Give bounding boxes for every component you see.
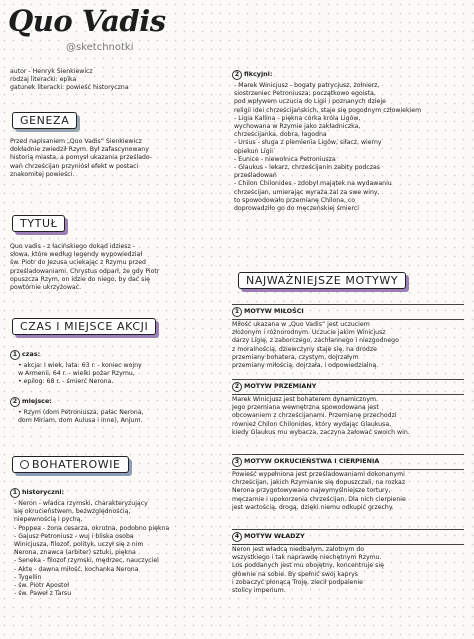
bullet-icon — [20, 460, 29, 469]
fikcyjni-item: pod wpływem uczucia do Ligii i poznanych dzieje — [234, 98, 386, 106]
fikcyjni-item: religii idei chrześcijańskich, staje się pogodnym człowiekiem — [234, 106, 422, 114]
fikcyjni-item: - Chilon Chilonides - zdobył majątek na wydawaniu — [234, 180, 392, 188]
meta-info — [10, 68, 222, 93]
motywy-header: NAJWAŻNIEJSZE MOTYWY — [238, 272, 406, 289]
geneza-line: dokładnie zwiedził Rzym. Był zafascynowany — [10, 146, 149, 154]
motyw-line: z moralnością, dziewczyny staje się, na drodze — [232, 345, 377, 353]
motyw-text — [232, 471, 464, 512]
motyw-line: Neron jest władcą niedbałym, zalotnym do — [232, 546, 365, 553]
motyw-line: i zobaczyć płonącą Troję, zlecił podpalenie — [232, 578, 363, 586]
geneza-line: historią miasta, a pomysł ukazania prześlado- — [10, 154, 153, 162]
fikcyjni-label: 2 fikcyjni: — [232, 70, 272, 80]
motyw-text — [232, 396, 464, 437]
motyw-line: Miłość ukazana w „Quo Vadis” jest uczuciem — [232, 321, 370, 328]
motyw-line: Los poddanych jest mu obojętny, koncentruje się — [232, 562, 384, 570]
motyw-line: kiedy Glaukus mu wybacza, zaczyna żałować swoich win. — [232, 428, 410, 436]
geneza-header: GENEZA — [12, 112, 77, 129]
motyw-line: Marek Winicjusz jest bohaterem dynamicznym. — [232, 396, 379, 403]
fikcyjni-item: prześladowań — [234, 172, 277, 180]
motyw-line: przemiany miłością, dojrzała, i odpowiedzialną. — [232, 362, 379, 370]
czas-item: w Armenii, 64 r. - wielki pożar Rzymu, — [18, 370, 135, 378]
motyw-line: głównie na sobie. By spełnić swój kaprys — [232, 570, 359, 578]
fikcyjni-item: - Eunice - niewolnica Petroniusza — [234, 155, 336, 163]
motyw-title: 4 MOTYW WŁADZY — [232, 532, 305, 542]
motyw-text — [232, 546, 464, 595]
czas-item: • akcja: I wiek, lata: 63 r. - koniec wojny — [18, 362, 142, 369]
fikcyjni-item: chrześcijan, umierając wyraża żal za swe winy, — [234, 188, 380, 196]
fikcyjni-item: siostrzeniec Petroniusza; początkowo egoista, — [234, 90, 376, 98]
geneza-line: Przed napisaniem „Quo Vadis” Sienkiewicz — [10, 138, 142, 145]
historyczni-item: Nerona, znawca (arbiter) sztuki, piękna — [14, 549, 136, 557]
meta-kind: rodzaj literacki: epika — [10, 76, 77, 84]
historyczni-item: - Neron - władca rzymski, charakteryzujący — [14, 500, 148, 507]
fikcyjni-item: - Ligia Kallina - piękna córka króla Ligów, — [234, 114, 361, 122]
tytul-text — [10, 243, 222, 292]
fikcyjni-item: - Marek Winicjusz - bogaty patrycjusz, żołnierz, — [234, 82, 380, 89]
fikcyjni-items — [234, 82, 466, 213]
meta-author: autor - Henryk Sienkiewicz — [10, 68, 93, 75]
motyw-line: Jego przemiana wewnętrzna spowodowana jest — [232, 404, 379, 412]
czas-item: • epilog: 68 r. - śmierć Nerona. — [18, 378, 114, 386]
motyw-line: Powieść wypełniona jest prześladowaniami dokonanymi — [232, 471, 405, 478]
right-column — [232, 0, 464, 639]
tytul-line: św. Piotr do Jezusa uciekając z Rzymu przed — [10, 259, 146, 267]
miejsce-label: 2 miejsce: — [10, 397, 52, 407]
bohaterowie-header: BOHATEROWIE — [12, 456, 129, 473]
tytul-line: Quo vadis - z łacińskiego dokąd idziesz - — [10, 243, 135, 250]
historyczni-item: niepewnością i pychą, — [14, 516, 83, 524]
motyw-title: 2 MOTYW PRZEMIANY — [232, 382, 316, 392]
motyw-line: Nerona przygotowywano najwymyślniejsze tortury, — [232, 487, 391, 495]
motyw-line: wszystkiego i tak naprawdę niechętnym Rzymu. — [232, 554, 382, 562]
historyczni-item: - Tygellin — [14, 573, 42, 581]
historyczni-item: - Gajusz Petroniusz - wuj i bliska osoba — [14, 532, 134, 540]
historyczni-item: - Seneka - filozof rzymski, mędrzec, nauczyciel — [14, 557, 159, 565]
motyw-line: męczarnie i upokorzenia chrześcijan. Dla nich cierpienie — [232, 495, 406, 503]
motyw-title: 1 MOTYW MIŁOŚCI — [232, 307, 304, 317]
motyw-line: darzy Ligię, z zaborczego, zachłannego i niezgodnego — [232, 337, 399, 345]
fikcyjni-item: - Glaukus - lekarz, chrześcijanin zabity podczas — [234, 164, 381, 172]
motyw-line: stolicy imperium. — [232, 587, 286, 595]
motyw-line: również Chilon Chilonides, który wydając Glaukusa, — [232, 420, 392, 428]
historyczni-item: - Akte - dawna miłość, kochanka Nerona — [14, 565, 139, 573]
historyczni-item: - św. Paweł z Tarsu — [14, 590, 72, 598]
motyw-line: przemiany bohatera, czystym, dojrzałym — [232, 353, 359, 361]
czas-label: 1 czas: — [10, 350, 40, 360]
fikcyjni-item: doprowadziło go do męczeńskiej śmierci — [234, 205, 359, 213]
historyczni-label: 1 historyczni: — [10, 488, 64, 498]
page-title: Quo Vadis — [8, 4, 166, 38]
miejsce-item: • Rzym (dom Petroniusza, pałac Nerona, — [18, 409, 144, 416]
author-handle: @sketchnotki — [66, 42, 134, 53]
miejsce-item: dom Miriam, dom Aulusa i inne), Anjum. — [18, 417, 143, 425]
tytul-line: słowa, które według legendy wypowiedział — [10, 251, 143, 259]
geneza-line: znakomitej powieści. — [10, 170, 75, 178]
motyw-line: chrześcijan, jakich Rzymianie się dopuszczali, na rozkaz — [232, 479, 406, 487]
fikcyjni-item: wychowana w Rzymie jako zakładniczka, — [234, 123, 361, 131]
fikcyjni-item: - Ursus - sługa z plemienia Ligów, siłacz, wierny — [234, 139, 382, 147]
fikcyjni-item: to spowodowało przemianę Chilona, co — [234, 196, 356, 204]
czas-header: CZAS I MIEJSCE AKCJI — [12, 318, 156, 335]
historyczni-items — [14, 500, 226, 598]
fikcyjni-item: opiekun Ligii — [234, 147, 273, 155]
geneza-line: wań chrześcijan przyniósł efekt w postaci — [10, 162, 139, 170]
motyw-line: jest wartością, drogą, dzięki niemu odkupić grzechy. — [232, 503, 394, 511]
motyw-line: obcowaniem z chrześcijanami. Przemianę przechodzi — [232, 412, 397, 420]
left-column — [10, 0, 222, 639]
meta-genre: gatunek literacki: powieść historyczna — [10, 84, 129, 92]
motyw-text — [232, 321, 464, 370]
historyczni-item: - Poppea - żona cesarza, okrutna, podobno piękna — [14, 524, 170, 532]
fikcyjni-item: chrześcijanka, dobra, łagodna — [234, 131, 327, 139]
historyczni-item: się okrucieństwem, bezwzględnością, — [14, 508, 131, 516]
tytul-line: prześladowaniami. Chrystus odparł, że gdy Piotr — [10, 267, 160, 275]
historyczni-item: - św. Piotr Apostoł — [14, 582, 70, 590]
motyw-title: 3 MOTYW OKRUCIEŃSTWA I CIERPIENIA — [232, 457, 379, 467]
miejsce-items — [18, 409, 230, 425]
czas-items — [18, 362, 230, 387]
geneza-text — [10, 138, 222, 179]
tytul-header: TYTUŁ — [12, 215, 65, 232]
tytul-line: powtórnie ukrzyżować. — [10, 284, 82, 292]
motyw-line: złożonym i różnorodnym. Uczucie jakim Winicjusz — [232, 329, 386, 337]
historyczni-item: Winicjusza, filozof, polityk, uczył się z nim — [14, 541, 144, 549]
tytul-line: opuszcza Rzym, on idzie do niego, by dać się — [10, 275, 150, 283]
